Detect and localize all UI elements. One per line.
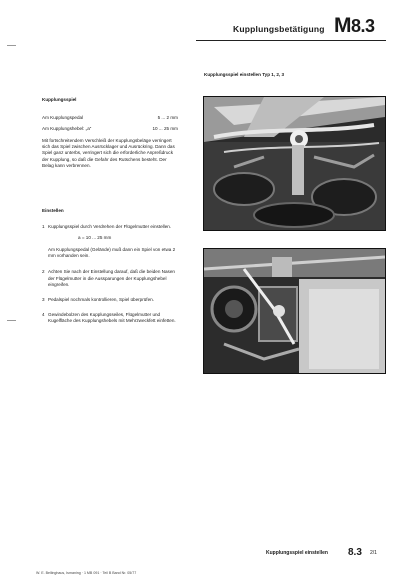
spec-label: Am Kupplungspedal	[42, 115, 84, 121]
header-section-code	[334, 14, 375, 38]
footer-title: Kupplungsspiel einstellen	[266, 550, 328, 556]
step-formula: a = 10 ... 25 mm	[78, 235, 112, 241]
footer-section-code: 8.3	[348, 547, 362, 558]
photo-clutch-lever-image	[204, 97, 385, 230]
step-text: Gewindebolzen des Kupplungsseiles, Flügelmutter und Kugelfläche des Kupplungshebels mit Mehrzweckfett einfetten.	[48, 311, 176, 323]
section-heading: Kupplungsspiel	[42, 97, 77, 102]
section-clutch-play	[42, 97, 188, 169]
step-note: Am Kupplungspedal (Gelände) muß dann ein Spiel von etwa 2 mm vorhanden sein.	[48, 247, 176, 259]
step-item	[42, 297, 188, 303]
margin-mark	[7, 320, 16, 321]
header-rule	[196, 40, 386, 41]
body-paragraph: Mit fortschreitendem Verschleiß der Kupplungsbeläge verringert sich das Spiel zwischen Ausrücklager und Ausrückring. Dann das Spiel ganz unterbs, verringert sich die erforderliche Anpreßdruck der Kupplung, so daß die Gefahr des Rutschens besteht. Der Belag kann verbrennen.	[42, 138, 175, 168]
step-text: Kupplungsspiel durch Verdrehen der Flügelmutter einstellen.	[48, 224, 172, 230]
footer-imprint: W. E. Bellinghaus, Ismaning · 1 MB 091 · Teil B Band Nr. 05/77	[36, 571, 137, 575]
margin-mark	[7, 45, 16, 46]
step-number: 4	[42, 311, 45, 317]
step-text: Achten Sie nach der Einstellung darauf, daß die beiden Nasen der Flügelmutter in die Aussparungen der Kupplungshebel eingreifen.	[48, 269, 175, 287]
photo-clutch-lever	[203, 96, 386, 231]
header-code-number: 8.3	[351, 16, 375, 36]
step-number: 1	[42, 224, 45, 230]
step-number: 2	[42, 269, 45, 275]
header-title: Kupplungsbetätigung	[233, 24, 325, 34]
step-item	[42, 269, 188, 287]
step-item	[42, 224, 188, 259]
step-number: 3	[42, 296, 45, 302]
photo-caption: Kupplungsspiel einstellen Typ 1, 2, 3	[204, 72, 285, 77]
footer-page-number: 2/1	[370, 550, 377, 556]
section-heading: Einstellen	[42, 208, 64, 213]
photo-wing-nut-image	[204, 249, 385, 373]
spec-value: 5 ... 2 mm	[157, 115, 178, 121]
spec-value: 10 ... 25 mm	[152, 126, 178, 132]
step-text: Pedalspiel nochmals kontrollieren, Spiel überprüfen.	[48, 296, 154, 302]
step-item	[42, 312, 188, 324]
photo-wing-nut	[203, 248, 386, 374]
header-code-letter: M	[334, 14, 351, 37]
section-adjust	[42, 208, 188, 324]
spec-label: Am Kupplungshebel: „a“	[42, 126, 92, 132]
